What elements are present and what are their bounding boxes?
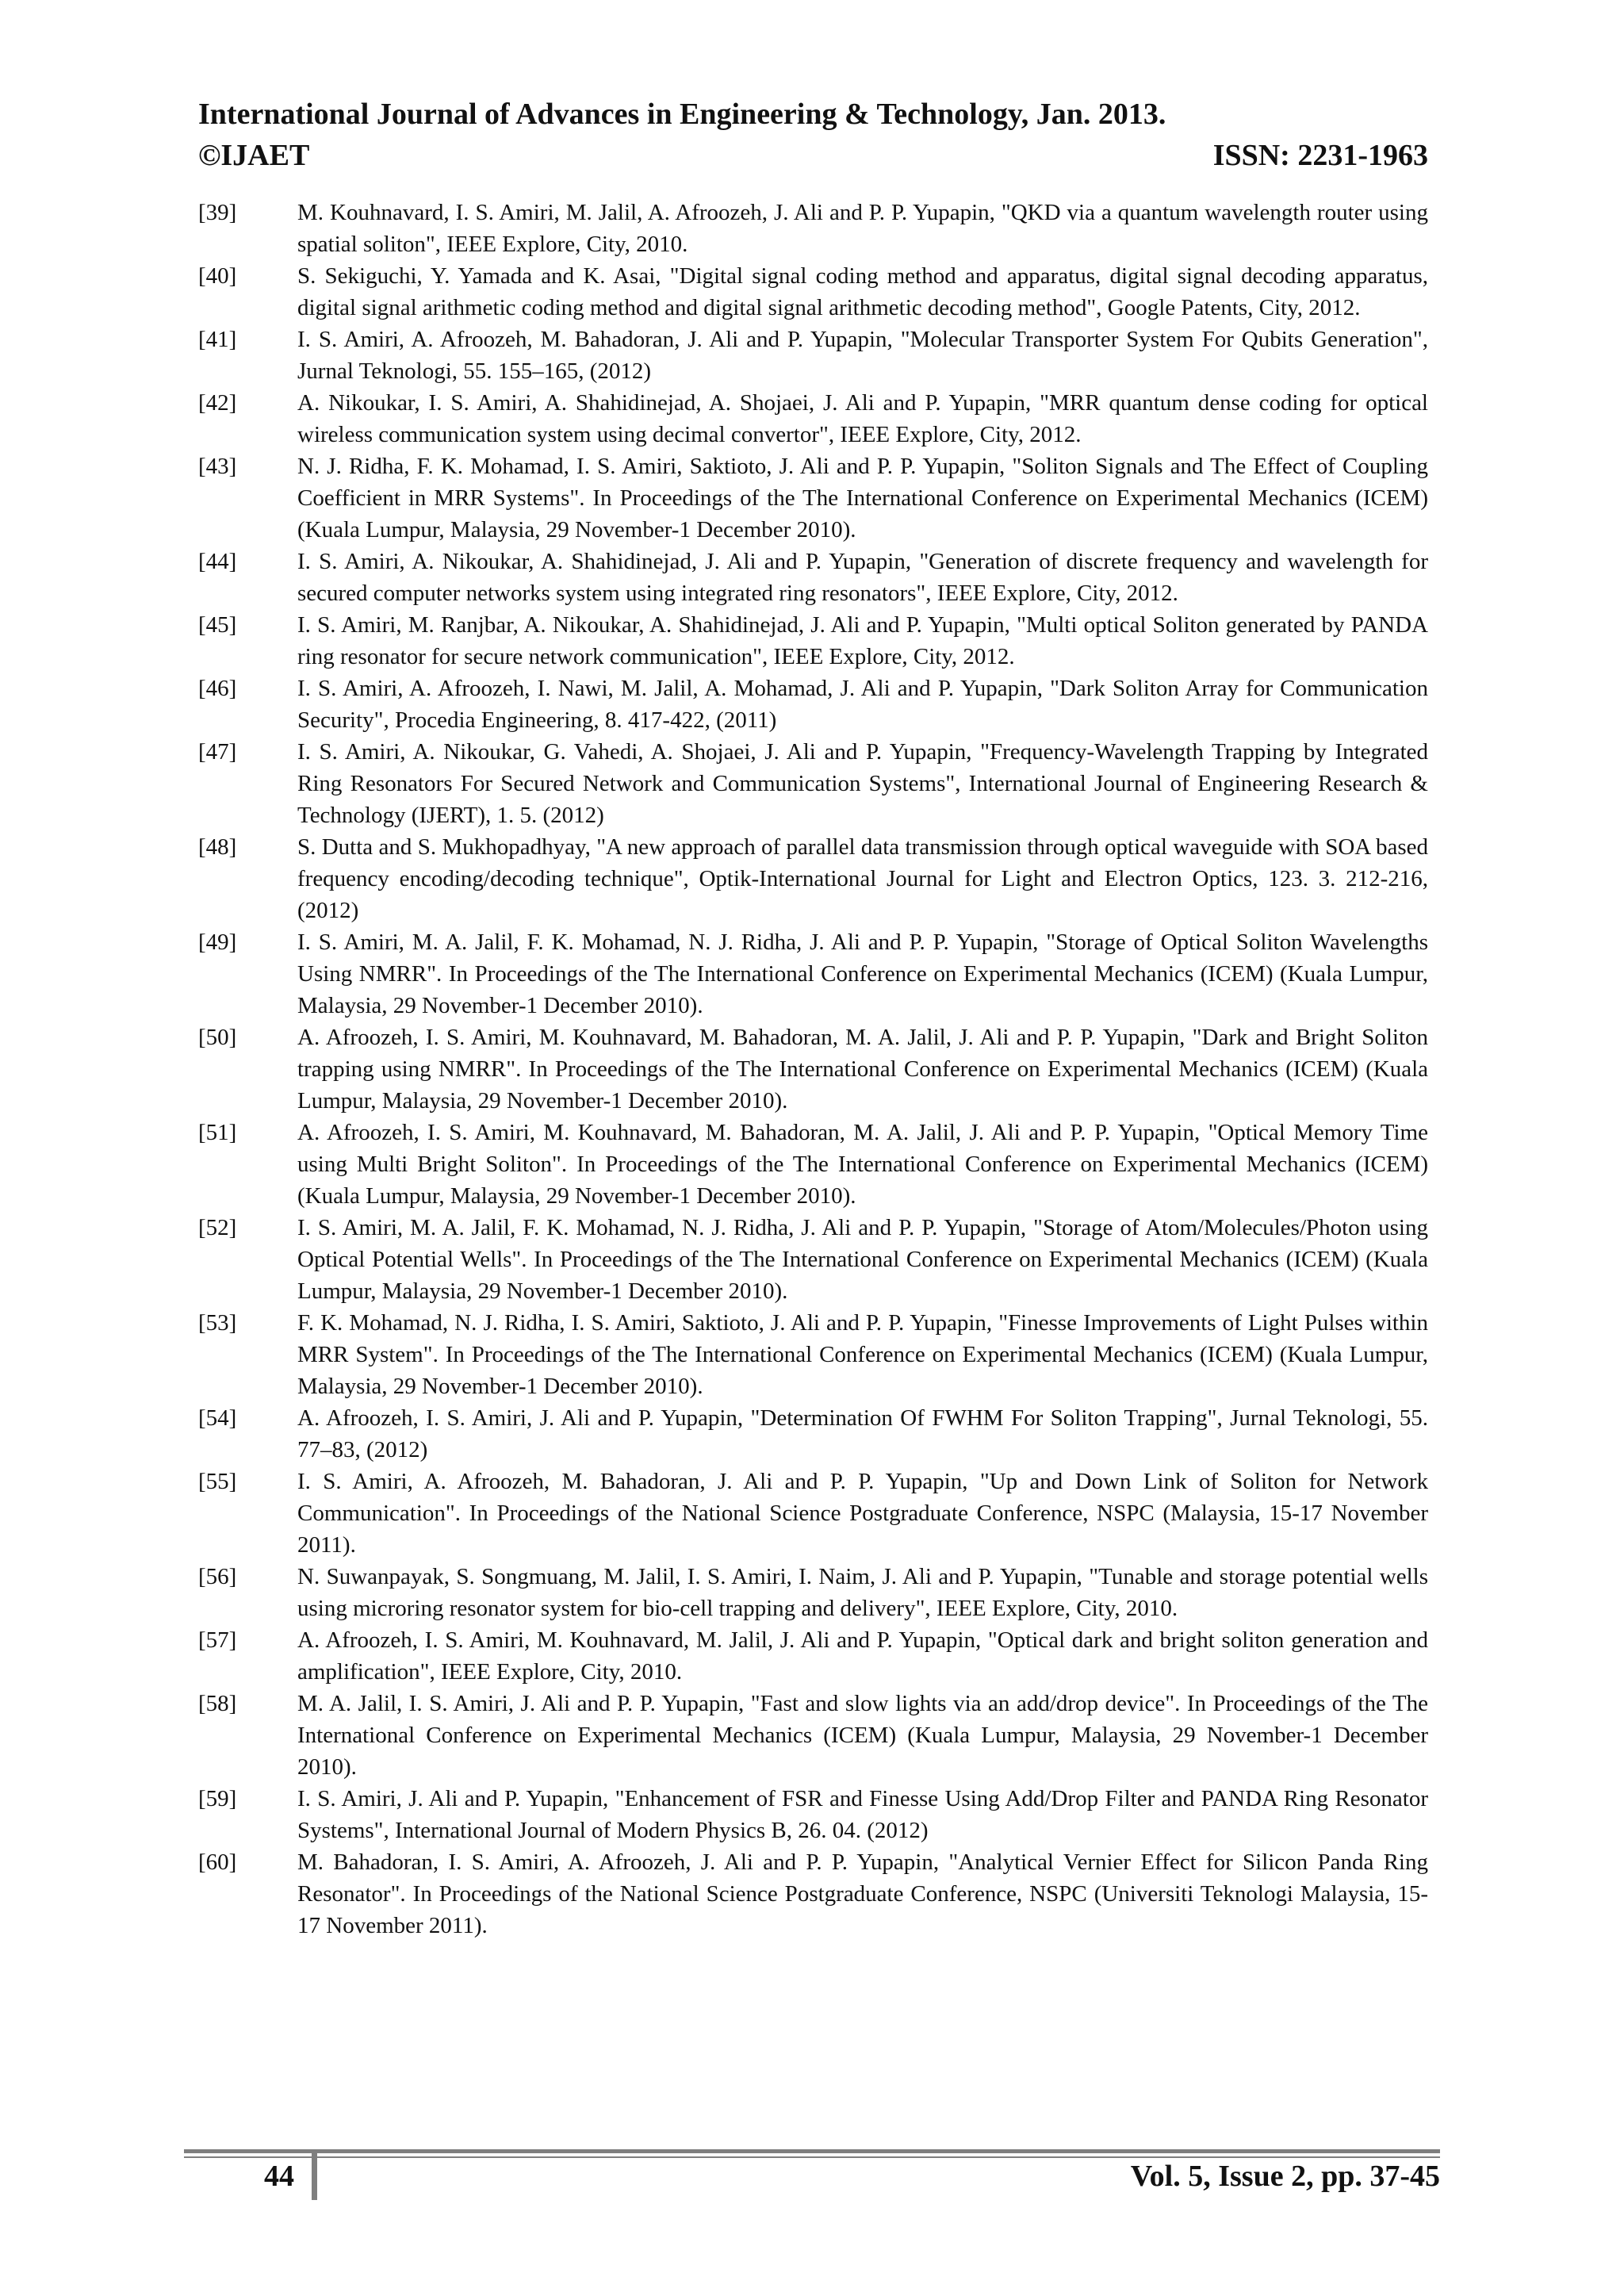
journal-header bbox=[198, 94, 1428, 176]
reference-number: [39] bbox=[198, 200, 237, 225]
reference-number: [56] bbox=[198, 1564, 237, 1589]
reference-text: I. S. Amiri, M. A. Jalil, F. K. Mohamad, N. J. Ridha, J. Ali and P. P. Yupapin, "Storage of Optical Soliton Wavelengths Using NMRR". In Proceedings of the The International Conference on Experimental Mechanics (ICEM) (Kuala Lumpur, Malaysia, 29 November-1 December 2010). bbox=[297, 930, 1428, 1018]
issn-label: ISSN: 2231-1963 bbox=[1212, 139, 1428, 172]
page-number: 44 bbox=[264, 2160, 294, 2193]
reference-text: M. Kouhnavard, I. S. Amiri, M. Jalil, A. Afroozeh, J. Ali and P. P. Yupapin, "QKD via a quantum wavelength router using spatial soliton", IEEE Explore, City, 2010. bbox=[297, 200, 1428, 257]
reference-item bbox=[198, 831, 1428, 926]
reference-item bbox=[198, 736, 1428, 831]
reference-number: [50] bbox=[198, 1025, 237, 1050]
reference-text: I. S. Amiri, A. Nikoukar, A. Shahidinejad, J. Ali and P. Yupapin, "Generation of discrete frequency and wavelength for secured computer networks system using integrated ring resonators", IEEE Explore, City, 2012. bbox=[297, 549, 1428, 606]
reference-text: N. Suwanpayak, S. Songmuang, M. Jalil, I. S. Amiri, I. Naim, J. Ali and P. Yupapin, "Tunable and storage potential wells using microring resonator system for bio-cell trapping and delivery", IEEE Explore, City, 2010. bbox=[297, 1564, 1428, 1621]
header-meta-line bbox=[198, 135, 1428, 176]
reference-text: I. S. Amiri, J. Ali and P. Yupapin, "Enhancement of FSR and Finesse Using Add/Drop Filter and PANDA Ring Resonator Systems", International Journal of Modern Physics B, 26. 04. (2012) bbox=[297, 1786, 1428, 1843]
reference-text: S. Dutta and S. Mukhopadhyay, "A new approach of parallel data transmission through optical waveguide with SOA based frequency encoding/decoding technique", Optik-International Journal for Light and Electron Optics, 123. 3. 212-216, (2012) bbox=[297, 834, 1428, 923]
reference-item bbox=[198, 673, 1428, 736]
reference-item bbox=[198, 1846, 1428, 1941]
reference-text: I. S. Amiri, M. A. Jalil, F. K. Mohamad, N. J. Ridha, J. Ali and P. P. Yupapin, "Storage of Atom/Molecules/Photon using Optical Potential Wells". In Proceedings of the The International Conference on Experimental Mechanics (ICEM) (Kuala Lumpur, Malaysia, 29 November-1 December 2010). bbox=[297, 1215, 1428, 1304]
reference-item bbox=[198, 1466, 1428, 1561]
reference-text: S. Sekiguchi, Y. Yamada and K. Asai, "Digital signal coding method and apparatus, digital signal decoding apparatus, digital signal arithmetic coding method and digital signal arithmetic decoding method", Google Patents, City, 2012. bbox=[297, 263, 1428, 320]
reference-item bbox=[198, 1402, 1428, 1466]
reference-item bbox=[198, 1688, 1428, 1783]
reference-item bbox=[198, 1212, 1428, 1307]
reference-number: [59] bbox=[198, 1786, 237, 1811]
reference-number: [41] bbox=[198, 327, 237, 352]
journal-title: International Journal of Advances in Engineering & Technology, Jan. 2013. bbox=[198, 98, 1166, 131]
reference-number: [55] bbox=[198, 1469, 237, 1494]
reference-item bbox=[198, 1307, 1428, 1402]
reference-text: N. J. Ridha, F. K. Mohamad, I. S. Amiri, Saktioto, J. Ali and P. P. Yupapin, "Soliton Signals and The Effect of Coupling Coefficient in MRR Systems". In Proceedings of the The International Conference on Experimental Mechanics (ICEM) (Kuala Lumpur, Malaysia, 29 November-1 December 2010). bbox=[297, 454, 1428, 542]
reference-text: M. Bahadoran, I. S. Amiri, A. Afroozeh, J. Ali and P. P. Yupapin, "Analytical Vernier Effect for Silicon Panda Ring Resonator". In Proceedings of the National Science Postgraduate Conference, NSPC (Universiti Teknologi Malaysia, 15-17 November 2011). bbox=[297, 1849, 1428, 1938]
reference-number: [42] bbox=[198, 390, 237, 416]
reference-text: M. A. Jalil, I. S. Amiri, J. Ali and P. P. Yupapin, "Fast and slow lights via an add/drop device". In Proceedings of the The International Conference on Experimental Mechanics (ICEM) (Kuala Lumpur, Malaysia, 29 November-1 December 2010). bbox=[297, 1691, 1428, 1780]
reference-item bbox=[198, 450, 1428, 546]
reference-text: I. S. Amiri, A. Afroozeh, M. Bahadoran, J. Ali and P. Yupapin, "Molecular Transporter System For Qubits Generation", Jurnal Teknologi, 55. 155–165, (2012) bbox=[297, 327, 1428, 384]
reference-number: [43] bbox=[198, 454, 237, 479]
reference-text: I. S. Amiri, M. Ranjbar, A. Nikoukar, A. Shahidinejad, J. Ali and P. Yupapin, "Multi optical Soliton generated by PANDA ring resonator for secure network communication", IEEE Explore, City, 2012. bbox=[297, 612, 1428, 669]
reference-number: [44] bbox=[198, 549, 237, 574]
reference-item bbox=[198, 1783, 1428, 1846]
reference-text: I. S. Amiri, A. Afroozeh, I. Nawi, M. Jalil, A. Mohamad, J. Ali and P. Yupapin, "Dark Soliton Array for Communication Security", Procedia Engineering, 8. 417-422, (2011) bbox=[297, 676, 1428, 733]
reference-number: [52] bbox=[198, 1215, 237, 1240]
reference-item bbox=[198, 1561, 1428, 1624]
reference-number: [48] bbox=[198, 834, 237, 860]
reference-number: [58] bbox=[198, 1691, 237, 1716]
reference-item bbox=[198, 609, 1428, 673]
reference-item bbox=[198, 197, 1428, 260]
reference-number: [54] bbox=[198, 1405, 237, 1431]
reference-item bbox=[198, 387, 1428, 450]
copyright-label: ©IJAET bbox=[198, 139, 310, 172]
reference-text: A. Afroozeh, I. S. Amiri, J. Ali and P. Yupapin, "Determination Of FWHM For Soliton Trapping", Jurnal Teknologi, 55. 77–83, (2012) bbox=[297, 1405, 1428, 1462]
reference-number: [40] bbox=[198, 263, 237, 289]
reference-number: [49] bbox=[198, 930, 237, 955]
reference-number: [57] bbox=[198, 1627, 237, 1653]
footer-divider-bar bbox=[312, 2151, 317, 2200]
reference-item bbox=[198, 926, 1428, 1022]
volume-info: Vol. 5, Issue 2, pp. 37-45 bbox=[1130, 2160, 1440, 2193]
reference-text: A. Nikoukar, I. S. Amiri, A. Shahidinejad, A. Shojaei, J. Ali and P. Yupapin, "MRR quantum dense coding for optical wireless communication system using decimal convertor", IEEE Explore, City, 2012. bbox=[297, 390, 1428, 447]
reference-item bbox=[198, 1624, 1428, 1688]
reference-text: I. S. Amiri, A. Afroozeh, M. Bahadoran, J. Ali and P. P. Yupapin, "Up and Down Link of Soliton for Network Communication". In Proceedings of the National Science Postgraduate Conference, NSPC (Malaysia, 15-17 November 2011). bbox=[297, 1469, 1428, 1558]
reference-item bbox=[198, 260, 1428, 324]
reference-text: A. Afroozeh, I. S. Amiri, M. Kouhnavard, M. Bahadoran, M. A. Jalil, J. Ali and P. P. Yupapin, "Dark and Bright Soliton trapping using NMRR". In Proceedings of the The International Conference on Experimental Mechanics (ICEM) (Kuala Lumpur, Malaysia, 29 November-1 December 2010). bbox=[297, 1025, 1428, 1114]
reference-number: [46] bbox=[198, 676, 237, 701]
reference-number: [51] bbox=[198, 1120, 237, 1145]
reference-item bbox=[198, 546, 1428, 609]
reference-list bbox=[198, 197, 1428, 1941]
reference-item bbox=[198, 1117, 1428, 1212]
reference-text: I. S. Amiri, A. Nikoukar, G. Vahedi, A. Shojaei, J. Ali and P. Yupapin, "Frequency-Wavelength Trapping by Integrated Ring Resonators For Secured Network and Communication Systems", International Journal of Engineering Research & Technology (IJERT), 1. 5. (2012) bbox=[297, 739, 1428, 828]
reference-item bbox=[198, 1022, 1428, 1117]
reference-item bbox=[198, 324, 1428, 387]
footer-rule bbox=[184, 2149, 1440, 2153]
reference-number: [60] bbox=[198, 1849, 237, 1875]
reference-text: A. Afroozeh, I. S. Amiri, M. Kouhnavard, M. Bahadoran, M. A. Jalil, J. Ali and P. P. Yupapin, "Optical Memory Time using Multi Bright Soliton". In Proceedings of the The International Conference on Experimental Mechanics (ICEM) (Kuala Lumpur, Malaysia, 29 November-1 December 2010). bbox=[297, 1120, 1428, 1209]
reference-text: A. Afroozeh, I. S. Amiri, M. Kouhnavard, M. Jalil, J. Ali and P. Yupapin, "Optical dark and bright soliton generation and amplification", IEEE Explore, City, 2010. bbox=[297, 1627, 1428, 1685]
reference-number: [47] bbox=[198, 739, 237, 765]
reference-number: [53] bbox=[198, 1310, 237, 1336]
reference-number: [45] bbox=[198, 612, 237, 638]
reference-text: F. K. Mohamad, N. J. Ridha, I. S. Amiri, Saktioto, J. Ali and P. P. Yupapin, "Finesse Improvements of Light Pulses within MRR System". In Proceedings of the The International Conference on Experimental Mechanics (ICEM) (Kuala Lumpur, Malaysia, 29 November-1 December 2010). bbox=[297, 1310, 1428, 1399]
